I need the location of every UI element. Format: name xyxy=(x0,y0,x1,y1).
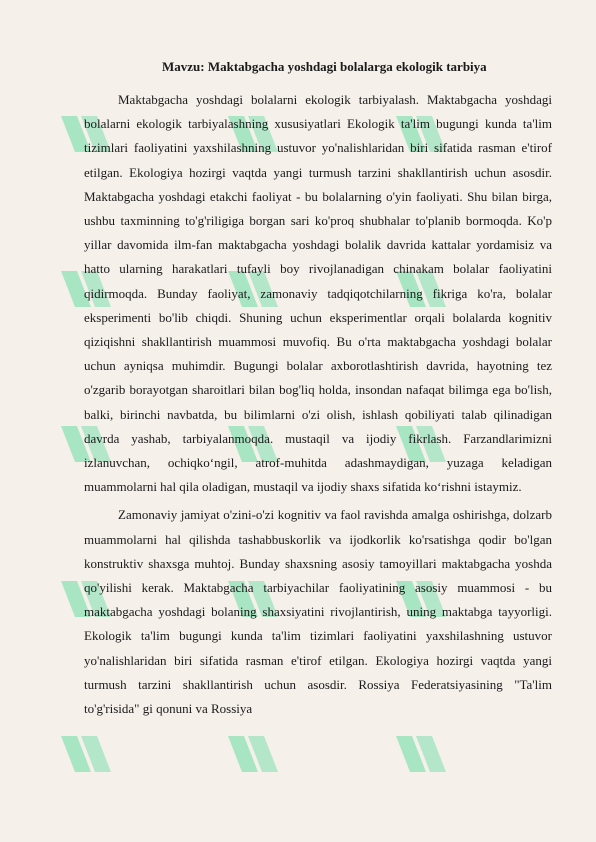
watermark-glyph-icon xyxy=(222,732,282,778)
paragraph-2: Zamonaviy jamiyat o'zini-o'zi kognitiv va faol ravishda amalga oshirishga, dolzarb muammolarni hal qilishda tashabbuskorlik va ijodkorlik ko'rsatishga qodir bo'lgan konstruktiv shaxsga muhtoj. Bunday shaxsning asosiy tamoyillari maktabgacha yoshda qo'yilishi kerak. Maktabgacha tarbiyachilar faoliyatining asosiy muammosi - bu maktabgacha yoshdagi bolaning shaxsiyatini rivojlantirish, uning maktabga tayyorligi. Ekologik ta'lim bugungi kunda ta'lim tizimlari faoliyatini yaxshilashning ustuvor yo'nalishlaridan biri sifatida rasman e'tirof etilgan. Ekologiya hozirgi vaqtda yangi turmush tarzini shakllantirish uchun asosdir. Rossiya Federatsiyasining "Ta'lim to'g'risida" gi qonuni va Rossiya xyxy=(84,507,552,717)
watermark-glyph-icon xyxy=(390,732,450,778)
paragraph-1: Maktabgacha yoshdagi bolalarni ekologik tarbiyalash. Maktabgacha yoshdagi bolalarni ekologik tarbiyalashning xususiyatlari Ekologik ta'lim bugungi kunda ta'lim tizimlari faoliyatini yaxshilashning ustuvor yo'nalishlaridan biri sifatida rasman e'tirof etilgan. Ekologiya hozirgi vaqtda yangi turmush tarzini shakllantirish uchun asosdir. Maktabgacha yoshdagi etakchi faoliyat - bu bolalarning o'yin faoliyati. Shu bilan birga, ushbu taxminning to'g'riligiga borgan sari ko'proq shubhalar to'planib bormoqda. Ko'p yillar davomida ilm-fan maktabgacha yoshdagi bolalik davrida kattalar yordamisiz va hatto ularning harakatlari tufayli boy rivojlanadigan chinakam bolalar faoliyatini qidirmoqda. Bunday faoliyat, zamonaviy tadqiqotchilarning fikriga ko'ra, bolalar eksperimenti bo'lib chiqdi. Shuning uchun eksperimentlar orqali bolalarda kognitiv qiziqishni shakllantirish muammosi muvofiq. Bu o'rta maktabgacha yoshdagi bolalar uchun ayniqsa muhimdir. Bugungi bolalar axborotlashtirish davrida, hayotning tez o'zgarib borayotgan sharoitlari bilan bog'liq holda, insondan nafaqat bilimga ega bo'lish, balki, birinchi navbatda, bu bilimlarni o'zi olish, ishlash qobiliyati talab qilinadigan davrda yashab, tarbiyalanmoqda. mustaqil va ijodiy fikrlash. Farzandlarimizni izlanuvchan, ochiqko‘ngil, atrof-muhitda adashmaydigan, yuzaga keladigan muammolarni hal qila oladigan, mustaqil va ijodiy shaxs sifatida ko‘rishni istaymiz. xyxy=(84,92,552,495)
watermark-glyph-icon xyxy=(55,732,115,778)
document-title: Mavzu: Maktabgacha yoshdagi bolalarga ekologik tarbiya xyxy=(162,59,487,74)
document-body xyxy=(84,58,552,725)
